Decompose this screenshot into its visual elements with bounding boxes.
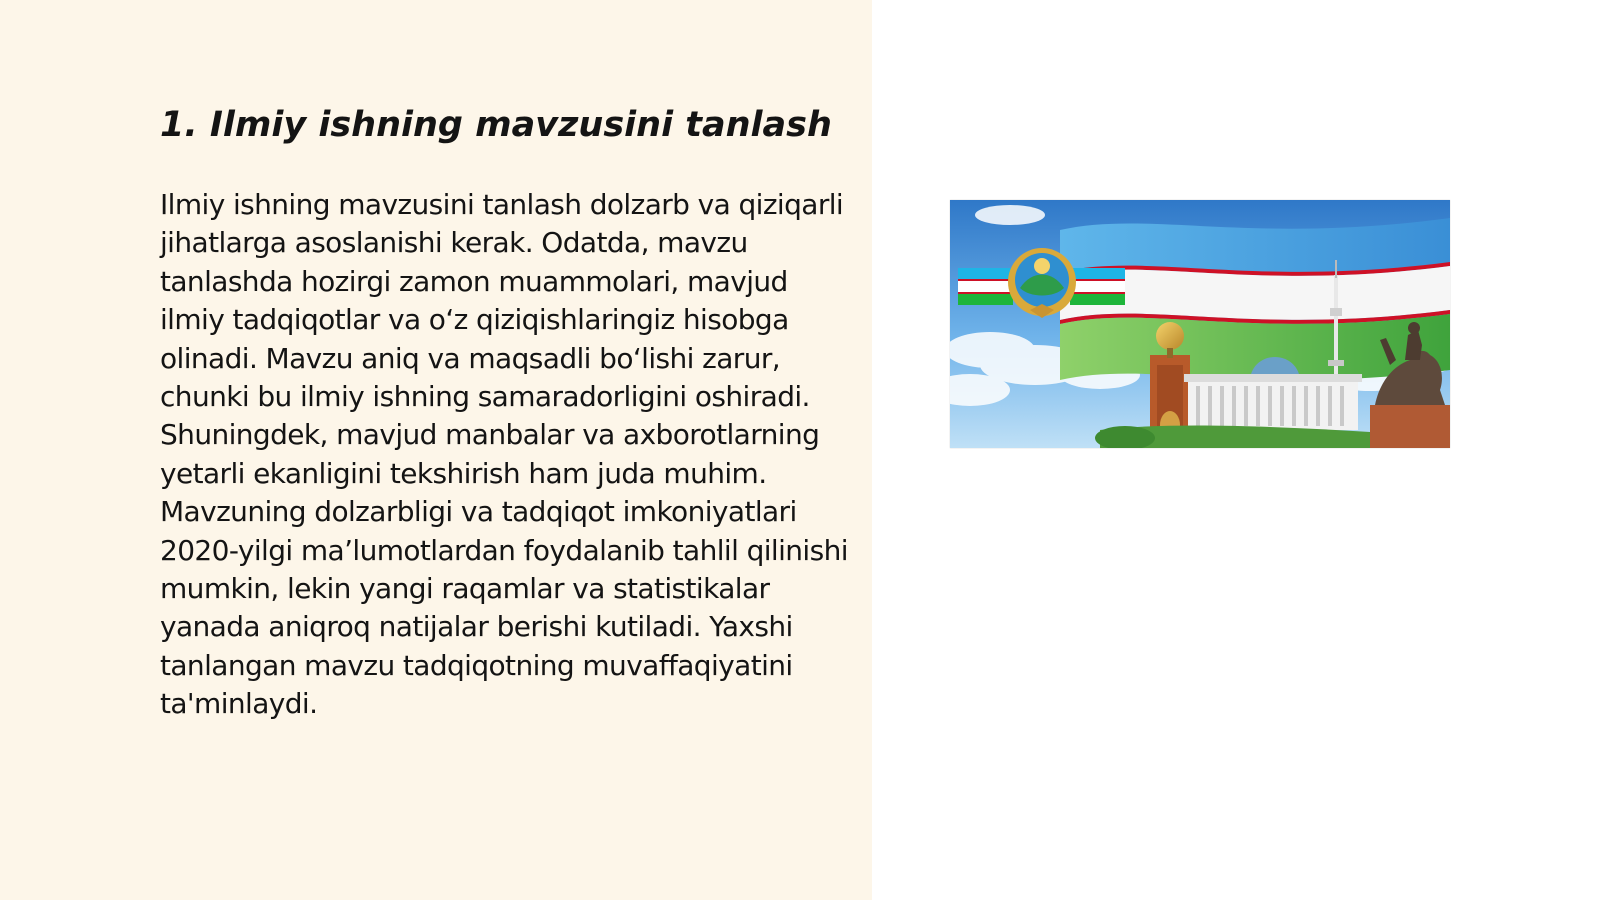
flag-landmarks-illustration [950, 200, 1450, 448]
slide-title: 1. Ilmiy ishning mavzusini tanlash [160, 105, 832, 145]
slide-body-text: Ilmiy ishning mavzusini tanlash dolzarb va qiziqarli jihatlarga asoslanishi kerak. Odatda, mavzu tanlashda hozirgi zamon muammolari, mavjud ilmiy tadqiqotlar va o‘z qiziqishlaringiz hisobga olinadi. Mavzu aniq va maqsadli bo‘lishi zarur, chunki bu ilmiy ishning samaradorligini oshiradi. Shuningdek, mavjud manbalar va axborotlarning yetarli ekanligini tekshirish ham juda muhim. Mavzuning dolzarbligi va tadqiqot imkoniyatlari 2020-yilgi ma’lumotlardan foydalanib tahlil qilinishi mumkin, lekin yangi raqamlar va statistikalar yanada aniqroq natijalar berishi kutiladi. Yaxshi tanlangan mavzu tadqiqotning muvaffaqiyatini ta'minlaydi. [160, 188, 848, 721]
uzbekistan-flag-picture [950, 200, 1450, 448]
